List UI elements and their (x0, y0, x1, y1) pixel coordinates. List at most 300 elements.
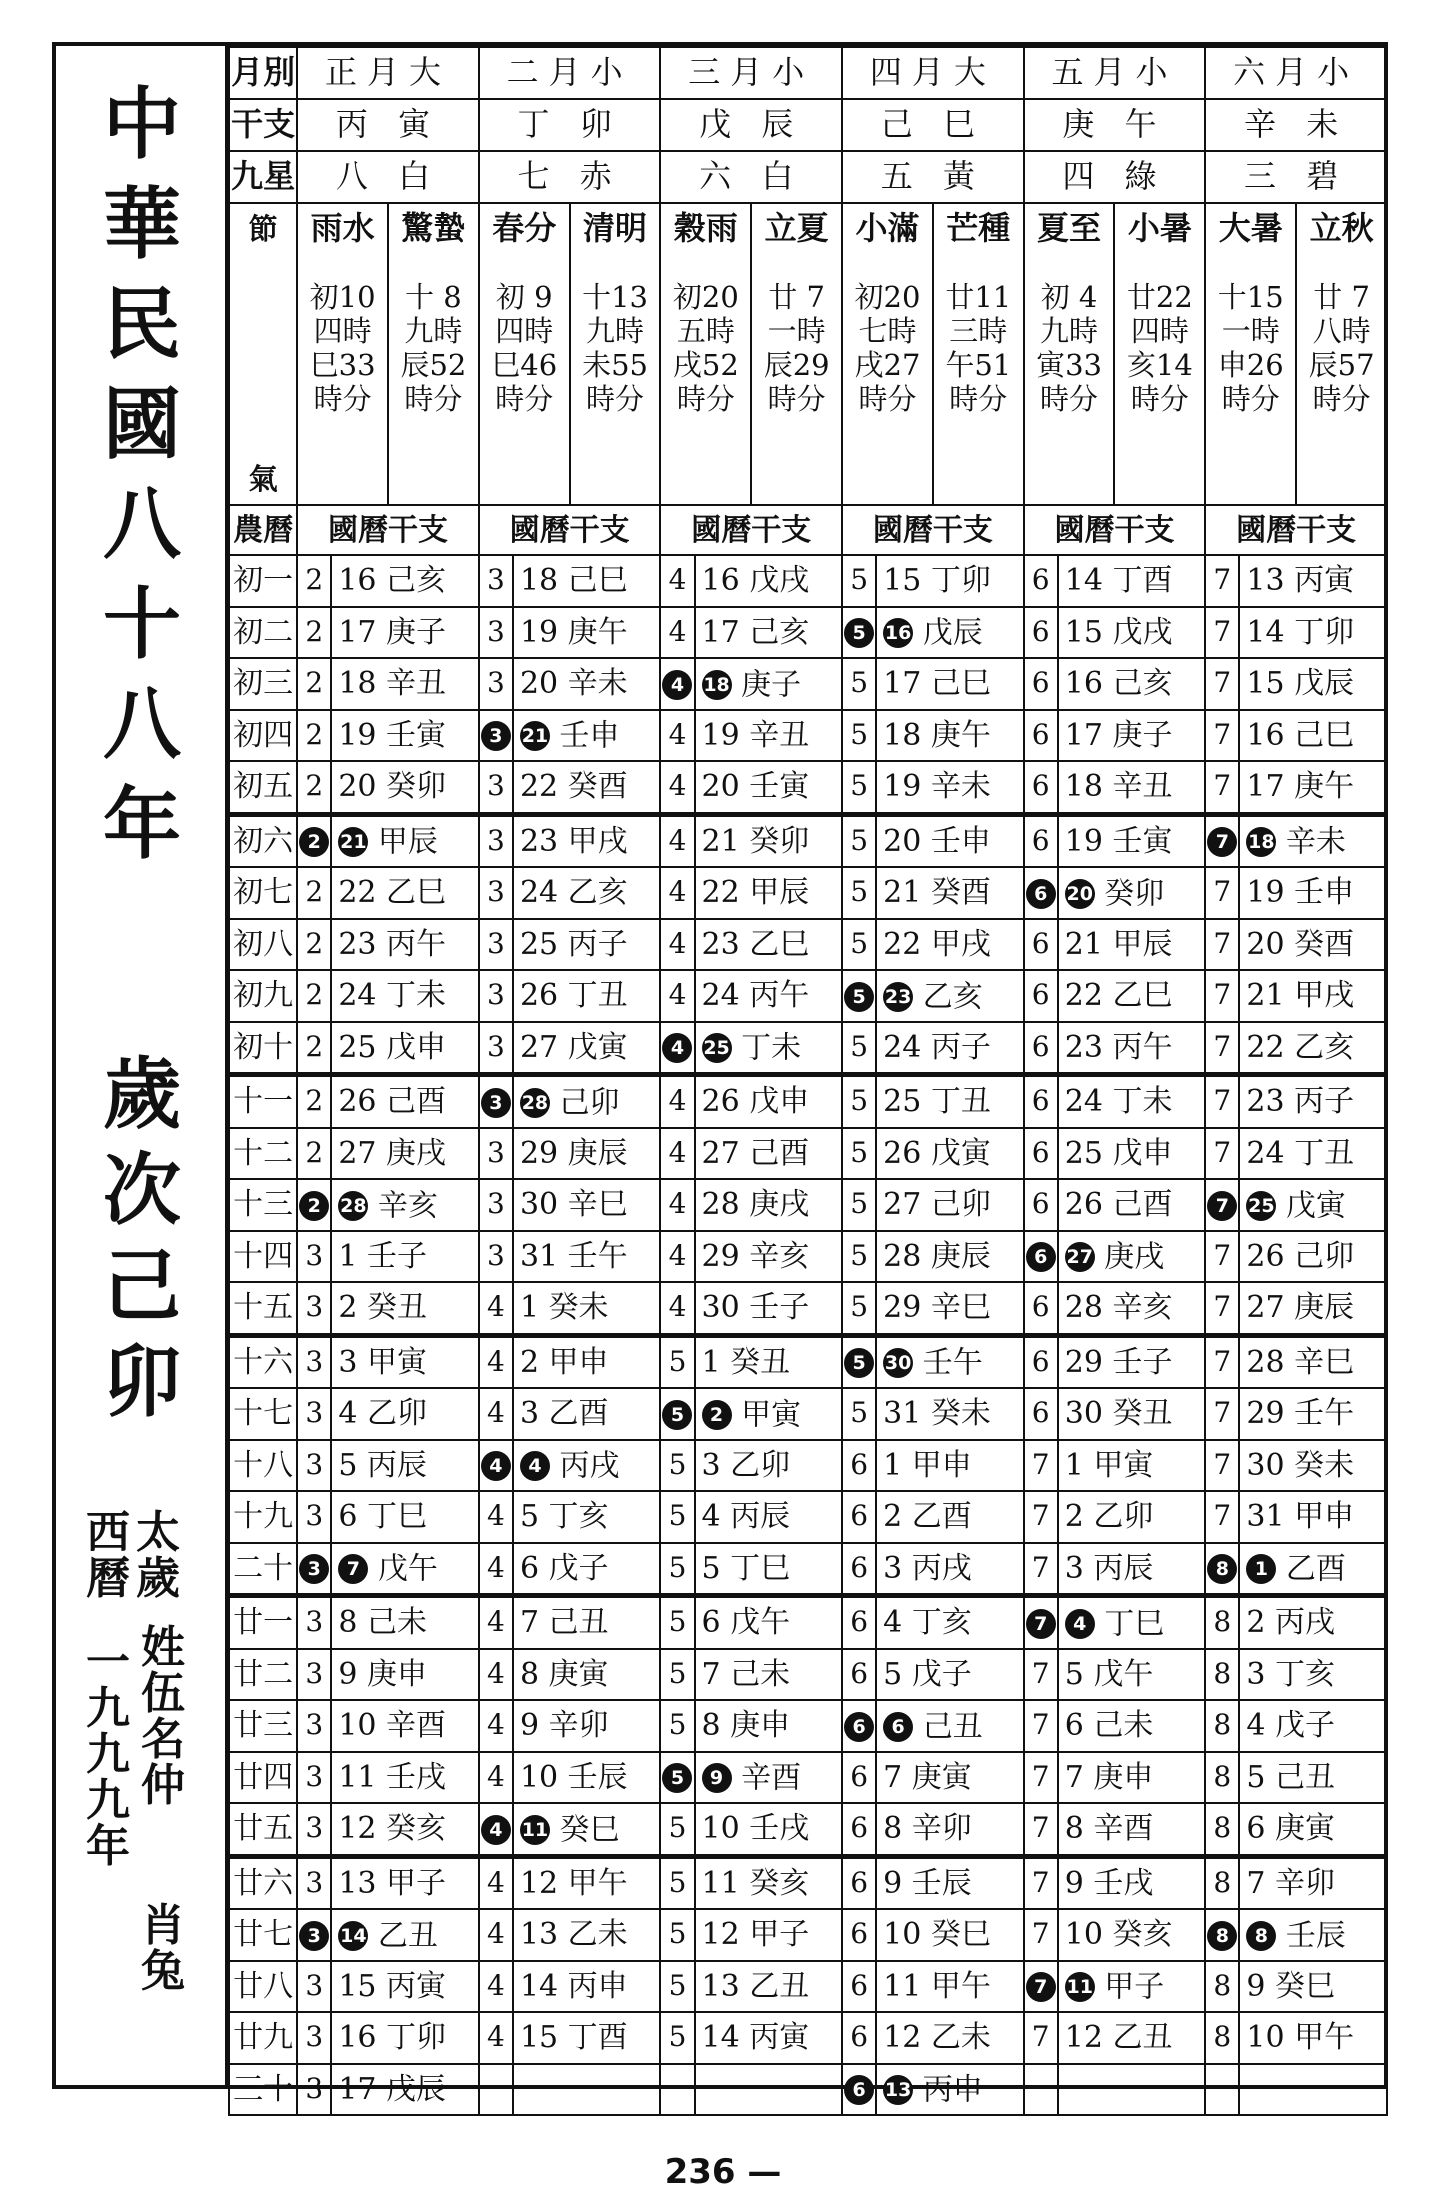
solar-day: 2 癸丑 (331, 1282, 479, 1335)
solar-month (297, 1179, 331, 1231)
solar-day (1058, 1596, 1206, 1649)
solar-month: 7 (1205, 710, 1239, 762)
jieqi-month (660, 203, 842, 505)
solar-day (1058, 867, 1206, 919)
solar-month: 6 (842, 1649, 876, 1701)
solar-day: 15 丁酉 (513, 2012, 661, 2064)
day-row (229, 1752, 1387, 1804)
solar-month (842, 1335, 876, 1388)
day-row (229, 919, 1387, 971)
year-title (56, 80, 228, 886)
title-char: 八 (102, 480, 181, 570)
solar-day: 4 丙辰 (695, 1491, 843, 1543)
solar-month (660, 1022, 694, 1075)
solar-day: 4 乙卯 (331, 1388, 479, 1440)
solar-day: 10 癸巳 (876, 1909, 1024, 1961)
circled-number: 7 (1207, 1191, 1237, 1221)
solar-month: 6 (1024, 555, 1058, 607)
solar-month: 3 (297, 1388, 331, 1440)
ganzhi-day: 己丑 (913, 1709, 983, 1744)
solar-month: 5 (842, 710, 876, 762)
solar-day: 15 丙寅 (331, 1961, 479, 2013)
solar-month (1205, 814, 1239, 867)
solar-month: 5 (660, 1803, 694, 1856)
solar-month (479, 1803, 513, 1856)
solar-month: 3 (479, 658, 513, 710)
solar-month: 6 (842, 1909, 876, 1961)
solar-day: 3 乙酉 (513, 1388, 661, 1440)
solar-month: 4 (660, 710, 694, 762)
solar-day: 18 辛丑 (331, 658, 479, 710)
circled-day: 25 (702, 1033, 732, 1063)
jiuxing-row-cell: 八 白 (297, 151, 479, 203)
solar-month: 2 (297, 658, 331, 710)
solar-month: 8 (1205, 1961, 1239, 2013)
solar-month: 3 (297, 1231, 331, 1283)
jieqi-row (229, 203, 1387, 505)
solar-day (331, 1909, 479, 1961)
title-char: 十 (102, 580, 181, 670)
solar-month: 3 (297, 1335, 331, 1388)
solar-month: 5 (660, 1700, 694, 1752)
solar-day (876, 607, 1024, 659)
solar-day (513, 1803, 661, 1856)
solar-day: 23 丙午 (331, 919, 479, 971)
solar-month: 4 (660, 1075, 694, 1128)
solar-month: 5 (842, 1231, 876, 1283)
solar-month: 4 (660, 919, 694, 971)
solar-month: 6 (842, 1440, 876, 1492)
solar-day: 15 戊辰 (1239, 658, 1387, 710)
solar-day: 23 乙巳 (695, 919, 843, 971)
jieqi-name: 大暑 (1218, 209, 1283, 247)
ganzhi-day: 庚子 (731, 667, 802, 702)
solar-day: 28 庚戌 (695, 1179, 843, 1231)
row-label: 干支 (229, 99, 297, 151)
solar-day: 11 癸亥 (695, 1856, 843, 1909)
solar-month (297, 814, 331, 867)
month-row (229, 47, 1387, 99)
solar-day: 4 戊子 (1239, 1700, 1387, 1752)
solar-day: 27 庚辰 (1239, 1282, 1387, 1335)
solar-month: 8 (1205, 1649, 1239, 1701)
lunar-day-label: 十四 (229, 1231, 297, 1283)
solar-day: 19 辛丑 (695, 710, 843, 762)
solar-month: 5 (660, 1596, 694, 1649)
solar-month: 6 (842, 1803, 876, 1856)
solar-day: 15 戊戌 (1058, 607, 1206, 659)
title-char: 八 (102, 680, 181, 770)
lunar-day-label: 十七 (229, 1388, 297, 1440)
solar-month: 7 (1205, 1335, 1239, 1388)
circled-number: 3 (481, 721, 511, 751)
solar-month (660, 1752, 694, 1804)
ganzhi-day: 壬午 (913, 1345, 983, 1381)
solar-month: 4 (660, 607, 694, 659)
solar-month: 3 (479, 814, 513, 867)
solar-month: 2 (297, 970, 331, 1022)
solar-month (660, 1388, 694, 1440)
ganzhi-day: 甲子 (1094, 1969, 1165, 2005)
solar-day: 10 辛酉 (331, 1700, 479, 1752)
solar-day: 22 乙亥 (1239, 1022, 1387, 1075)
solar-day: 14 丙申 (513, 1961, 661, 2013)
solar-day: 2 丙戌 (1239, 1596, 1387, 1649)
solar-month: 3 (297, 1596, 331, 1649)
solar-month: 4 (660, 867, 694, 919)
ganzhi-day: 乙丑 (368, 1918, 438, 1953)
day-row (229, 1282, 1387, 1335)
solar-day: 13 乙未 (513, 1909, 661, 1961)
lunar-day-label: 初一 (229, 555, 297, 607)
solar-month (479, 1075, 513, 1128)
circled-number: 2 (299, 1191, 329, 1221)
solar-month: 6 (842, 1752, 876, 1804)
solar-month: 6 (1024, 1128, 1058, 1180)
solar-day: 17 庚子 (1058, 710, 1206, 762)
year-sidebar (56, 46, 228, 2085)
day-row (229, 555, 1387, 607)
solar-month: 4 (479, 1961, 513, 2013)
solar-day: 5 丙辰 (331, 1440, 479, 1492)
solar-month: 7 (1024, 1491, 1058, 1543)
solar-day: 31 壬午 (513, 1231, 661, 1283)
solar-day: 3 甲寅 (331, 1335, 479, 1388)
jieqi-time: 十13 九時 未55 時分 (582, 279, 648, 417)
solar-day: 19 辛未 (876, 761, 1024, 814)
solar-month (1205, 1909, 1239, 1961)
lunar-day-label: 十一 (229, 1075, 297, 1128)
jieqi-time: 廿11 三時 午51 時分 (945, 279, 1012, 417)
circled-day: 7 (338, 1554, 368, 1584)
solar-month: 7 (1024, 1700, 1058, 1752)
solar-day: 25 丙子 (513, 919, 661, 971)
lunar-day-label: 初九 (229, 970, 297, 1022)
jieqi-name: 立秋 (1309, 209, 1374, 247)
circled-number: 2 (299, 827, 329, 857)
solar-month: 3 (297, 1282, 331, 1335)
circled-number: 3 (299, 1554, 329, 1584)
month-row-cell: 正月大 (297, 47, 479, 99)
solar-month: 7 (1205, 658, 1239, 710)
solar-month: 5 (660, 1909, 694, 1961)
solar-day: 16 己巳 (1239, 710, 1387, 762)
solar-month: 3 (479, 919, 513, 971)
solar-day: 4 丁亥 (876, 1596, 1024, 1649)
solar-day: 17 戊辰 (331, 2064, 479, 2116)
solar-day: 13 乙丑 (695, 1961, 843, 2013)
solar-month: 7 (1205, 1388, 1239, 1440)
ganzhi-day: 戊寅 (1276, 1188, 1346, 1223)
circled-number: 5 (844, 1348, 874, 1378)
lunar-day-label: 廿七 (229, 1909, 297, 1961)
lunar-day-label: 初二 (229, 607, 297, 659)
solar-day: 2 甲申 (513, 1335, 661, 1388)
solar-month: 4 (660, 1179, 694, 1231)
jiuxing-row-cell: 三 碧 (1205, 151, 1387, 203)
solar-day: 3 丙辰 (1058, 1543, 1206, 1596)
circled-number: 5 (662, 1763, 692, 1793)
solar-month: 4 (479, 1649, 513, 1701)
solar-day: 22 乙巳 (1058, 970, 1206, 1022)
nongli-label: 農曆 (229, 505, 297, 555)
lunar-day-label: 初三 (229, 658, 297, 710)
solar-day: 1 癸丑 (695, 1335, 843, 1388)
solar-day: 23 丙子 (1239, 1075, 1387, 1128)
solar-month: 7 (1205, 970, 1239, 1022)
ganzhi-row-cell: 己 巳 (842, 99, 1024, 151)
solar-month (1205, 1543, 1239, 1596)
solar-day (513, 710, 661, 762)
circled-day: 23 (883, 982, 913, 1012)
jiuxing-row-cell: 六 白 (660, 151, 842, 203)
circled-number: 6 (1026, 879, 1056, 909)
circled-day: 28 (520, 1088, 550, 1118)
ganzhi-day: 丁巳 (1094, 1606, 1165, 1641)
solar-day: 5 己丑 (1239, 1752, 1387, 1804)
solar-month (1024, 1961, 1058, 2013)
solar-day: 1 甲申 (876, 1440, 1024, 1492)
solar-month: 8 (1205, 1752, 1239, 1804)
taisui-label: 太 歲 (136, 1507, 180, 1604)
jieqi-month (479, 203, 661, 505)
qi-label: 氣 (248, 461, 278, 496)
lunar-day-label: 十三 (229, 1179, 297, 1231)
solar-day: 28 辛巳 (1239, 1335, 1387, 1388)
solar-day: 8 辛卯 (876, 1803, 1024, 1856)
solar-day (695, 1388, 843, 1440)
solar-day: 29 辛亥 (695, 1231, 843, 1283)
ganzhi-day: 己卯 (549, 1085, 620, 1120)
lunar-day-label: 廿六 (229, 1856, 297, 1909)
lunar-day-label: 廿一 (229, 1596, 297, 1649)
jieqi-name: 清明 (583, 209, 648, 247)
circled-number: 4 (662, 1033, 692, 1063)
solar-day: 22 乙巳 (331, 867, 479, 919)
jieqi-cell (571, 204, 660, 504)
lunar-day-label: 二十 (229, 1543, 297, 1596)
circled-day: 6 (883, 1712, 913, 1742)
solar-day: 23 甲戌 (513, 814, 661, 867)
solar-month: 3 (297, 2012, 331, 2064)
row-label: 月別 (229, 47, 297, 99)
jieqi-time: 廿 7 一時 辰29 時分 (763, 279, 830, 417)
solar-day: 22 甲辰 (695, 867, 843, 919)
solar-day: 17 庚午 (1239, 761, 1387, 814)
jieqi-name: 驚蟄 (401, 209, 466, 247)
solar-day: 24 丁丑 (1239, 1128, 1387, 1180)
solar-day: 6 戊午 (695, 1596, 843, 1649)
solar-month: 2 (297, 555, 331, 607)
solar-month: 5 (660, 1335, 694, 1388)
solar-day: 7 己丑 (513, 1596, 661, 1649)
lunar-day-label: 初十 (229, 1022, 297, 1075)
solar-month: 4 (660, 814, 694, 867)
solar-day: 5 丁巳 (695, 1543, 843, 1596)
day-row (229, 1128, 1387, 1180)
solar-month: 4 (660, 1128, 694, 1180)
solar-month: 7 (1205, 1022, 1239, 1075)
solar-day: 19 壬寅 (1058, 814, 1206, 867)
calendar-table (228, 46, 1388, 2116)
ganzhi-day: 丙戌 (549, 1448, 620, 1484)
title-char: 中 (102, 80, 181, 170)
solar-month: 3 (479, 1022, 513, 1075)
solar-day: 10 甲午 (1239, 2012, 1387, 2064)
solar-month: 7 (1205, 1231, 1239, 1283)
solar-month: 3 (479, 970, 513, 1022)
circled-day: 8 (1246, 1921, 1276, 1951)
jieqi-cell (752, 204, 841, 504)
solar-month: 6 (842, 2012, 876, 2064)
solar-month (1024, 1596, 1058, 1649)
solar-month: 6 (1024, 607, 1058, 659)
solar-month: 4 (479, 1856, 513, 1909)
solar-day: 19 庚午 (513, 607, 661, 659)
solar-day: 11 壬戌 (331, 1752, 479, 1804)
solar-month (842, 1700, 876, 1752)
circled-number: 7 (1026, 1972, 1056, 2002)
solar-day (695, 1752, 843, 1804)
title-char: 歲 (102, 1050, 181, 1140)
solar-day: 30 癸丑 (1058, 1388, 1206, 1440)
solar-day: 16 戊戌 (695, 555, 843, 607)
jieqi-cell (1297, 204, 1386, 504)
ganzhi-day: 戊午 (368, 1551, 438, 1587)
solar-day: 24 乙亥 (513, 867, 661, 919)
solar-month: 3 (297, 1491, 331, 1543)
taisui-name: 姓 伍 名 仲 (141, 1622, 185, 1811)
circled-day: 1 (1246, 1554, 1276, 1584)
solar-day: 31 甲申 (1239, 1491, 1387, 1543)
solar-month: 5 (660, 1649, 694, 1701)
solar-month: 7 (1205, 1440, 1239, 1492)
ganzhi-row (229, 99, 1387, 151)
circled-number: 7 (1207, 827, 1237, 857)
solar-day (513, 2064, 661, 2116)
lunar-day-label: 廿九 (229, 2012, 297, 2064)
jieqi-month (1205, 203, 1387, 505)
solar-day: 16 丁卯 (331, 2012, 479, 2064)
solar-month: 3 (297, 1961, 331, 2013)
solar-day: 15 丁卯 (876, 555, 1024, 607)
solar-month: 5 (842, 761, 876, 814)
day-row (229, 607, 1387, 659)
solar-day: 7 辛卯 (1239, 1856, 1387, 1909)
lunar-day-label: 三十 (229, 2064, 297, 2116)
day-row (229, 970, 1387, 1022)
solar-month: 8 (1205, 1803, 1239, 1856)
jieqi-time: 初 4 九時 寅33 時分 (1036, 279, 1103, 417)
month-row-cell: 二月小 (479, 47, 661, 99)
solar-month: 5 (842, 1022, 876, 1075)
solar-month: 8 (1205, 1700, 1239, 1752)
lunar-day-label: 初七 (229, 867, 297, 919)
almanac-frame (52, 42, 1388, 2108)
circled-day: 16 (883, 618, 913, 648)
ganzhi-day: 甲辰 (368, 824, 438, 860)
day-row (229, 1022, 1387, 1075)
solar-day: 18 庚午 (876, 710, 1024, 762)
solar-month: 2 (297, 710, 331, 762)
jieqi-cell (934, 204, 1023, 504)
solar-day (1058, 1961, 1206, 2013)
solar-day: 10 壬辰 (513, 1752, 661, 1804)
solar-month: 3 (479, 867, 513, 919)
ganzhi-row-cell: 庚 午 (1024, 99, 1206, 151)
solar-month: 5 (660, 1491, 694, 1543)
solar-month: 4 (479, 1700, 513, 1752)
solar-month: 2 (297, 1075, 331, 1128)
solar-month: 5 (660, 2012, 694, 2064)
solar-day: 20 辛未 (513, 658, 661, 710)
day-row (229, 1491, 1387, 1543)
solar-day: 26 戊寅 (876, 1128, 1024, 1180)
solar-month: 5 (842, 919, 876, 971)
solar-day: 22 甲戌 (876, 919, 1024, 971)
solar-day (876, 970, 1024, 1022)
guoli-label: 國曆干支 (1205, 505, 1387, 555)
solar-month: 6 (1024, 1179, 1058, 1231)
jieqi-cell (480, 204, 571, 504)
solar-day: 26 己卯 (1239, 1231, 1387, 1283)
day-row (229, 1388, 1387, 1440)
solar-month: 5 (842, 1282, 876, 1335)
circled-day: 11 (520, 1815, 550, 1845)
circled-number: 3 (299, 1921, 329, 1951)
solar-day: 11 甲午 (876, 1961, 1024, 2013)
solar-month: 6 (842, 1856, 876, 1909)
solar-month (660, 658, 694, 710)
jieqi-time: 初20 七時 戌27 時分 (854, 279, 921, 417)
day-row (229, 2012, 1387, 2064)
day-row (229, 1543, 1387, 1596)
day-row (229, 1700, 1387, 1752)
solar-day: 5 戊午 (1058, 1649, 1206, 1701)
day-row (229, 1335, 1387, 1388)
circled-day: 18 (1246, 827, 1276, 857)
circled-day: 20 (1065, 879, 1095, 909)
solar-day: 21 癸卯 (695, 814, 843, 867)
day-row (229, 1856, 1387, 1909)
solar-month: 3 (479, 761, 513, 814)
solar-day (1239, 2064, 1387, 2116)
solar-day: 8 己未 (331, 1596, 479, 1649)
solar-day (876, 1700, 1024, 1752)
solar-day: 29 庚辰 (513, 1128, 661, 1180)
solar-day: 30 辛巳 (513, 1179, 661, 1231)
solar-day: 8 庚寅 (513, 1649, 661, 1701)
circled-day: 14 (338, 1921, 368, 1951)
solar-day: 18 辛丑 (1058, 761, 1206, 814)
solar-day: 9 壬辰 (876, 1856, 1024, 1909)
lunar-day-label: 十二 (229, 1128, 297, 1180)
solar-month: 4 (479, 1909, 513, 1961)
circled-number: 7 (1026, 1609, 1056, 1639)
circled-day: 11 (1065, 1972, 1095, 2002)
ganzhi-row-cell: 戊 辰 (660, 99, 842, 151)
solar-day: 5 戊子 (876, 1649, 1024, 1701)
solar-month: 7 (1024, 1649, 1058, 1701)
solar-month: 7 (1024, 1543, 1058, 1596)
day-row (229, 1803, 1387, 1856)
solar-month: 5 (660, 1856, 694, 1909)
solar-month: 7 (1205, 1491, 1239, 1543)
solar-day: 14 丁酉 (1058, 555, 1206, 607)
circled-number: 4 (662, 670, 692, 700)
solar-day: 6 庚寅 (1239, 1803, 1387, 1856)
ganzhi-day: 壬申 (549, 718, 620, 754)
